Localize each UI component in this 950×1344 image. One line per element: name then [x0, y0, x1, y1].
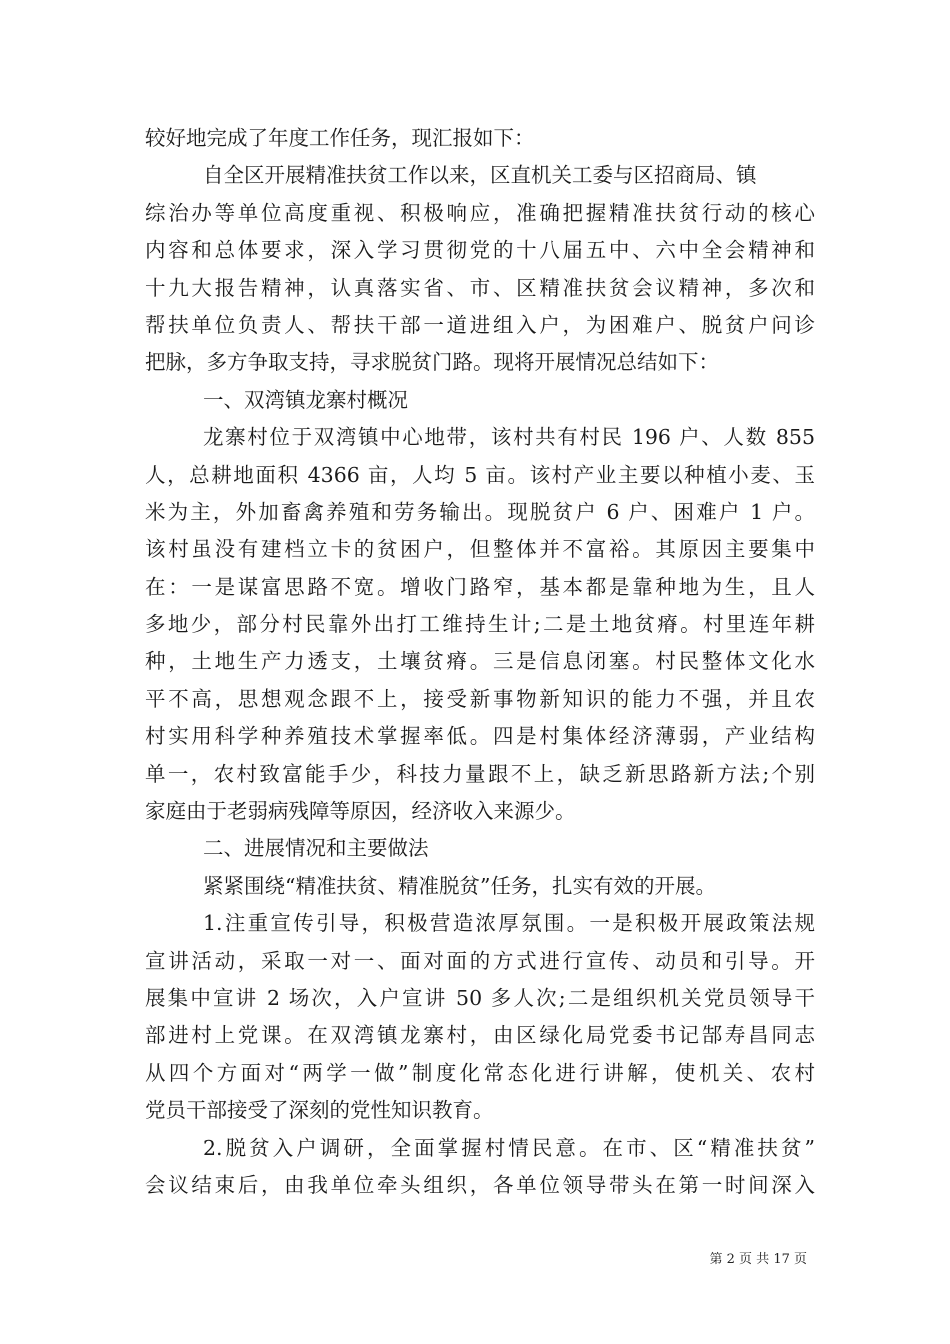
document-body	[145, 120, 815, 1204]
text-line: 2.脱贫入户调研，全面掌握村情民意。在市、区“精准扶贫”	[203, 1135, 815, 1160]
text-line: 多地少，部分村民靠外出打工维持生计;二是土地贫瘠。村里连年耕	[145, 612, 815, 637]
text-line: 党员干部接受了深刻的党性知识教育。	[145, 1098, 494, 1123]
section-heading: 一、双湾镇龙寨村概况	[203, 387, 408, 412]
text-line: 把脉，多方争取支持，寻求脱贫门路。现将开展情况总结如下：	[145, 350, 719, 375]
text-line: 该村虽没有建档立卡的贫困户，但整体并不富裕。其原因主要集中	[145, 537, 815, 562]
text-line: 帮扶单位负责人、帮扶干部一道进组入户，为困难户、脱贫户问诊	[145, 312, 815, 337]
text-line: 平不高，思想观念跟不上，接受新事物新知识的能力不强，并且农	[145, 686, 815, 711]
text-line: 十九大报告精神，认真落实省、市、区精准扶贫会议精神，多次和	[145, 275, 815, 300]
text-line: 部进村上党课。在双湾镇龙寨村，由区绿化局党委书记郜寿昌同志	[145, 1023, 815, 1048]
text-line: 内容和总体要求，深入学习贯彻党的十八届五中、六中全会精神和	[145, 238, 815, 263]
text-line: 会议结束后，由我单位牵头组织，各单位领导带头在第一时间深入	[145, 1172, 815, 1197]
text-line: 单一，农村致富能手少，科技力量跟不上，缺乏新思路新方法;个别	[145, 761, 815, 786]
text-line: 自全区开展精准扶贫工作以来，区直机关工委与区招商局、镇	[203, 163, 757, 188]
text-line: 紧紧围绕“精准扶贫、精准脱贫”任务，扎实有效的开展。	[203, 873, 716, 898]
text-line: 综治办等单位高度重视、积极响应，准确把握精准扶贫行动的核心	[145, 200, 815, 225]
text-line: 在：一是谋富思路不宽。增收门路窄，基本都是靠种地为生，且人	[145, 574, 815, 599]
text-line: 家庭由于老弱病残障等原因，经济收入来源少。	[145, 799, 576, 824]
text-line: 从四个方面对“两学一做”制度化常态化进行讲解，使机关、农村	[145, 1060, 815, 1085]
section-heading: 二、进展情况和主要做法	[203, 836, 429, 861]
page-number: 第 2 页 共 17 页	[709, 1252, 807, 1267]
text-line: 人，总耕地面积 4366 亩，人均 5 亩。该村产业主要以种植小麦、玉	[145, 462, 815, 487]
text-line: 1.注重宣传引导，积极营造浓厚氛围。一是积极开展政策法规	[203, 911, 815, 936]
text-line: 米为主，外加畜禽养殖和劳务输出。现脱贫户 6 户、困难户 1 户。	[145, 499, 815, 524]
text-line: 龙寨村位于双湾镇中心地带，该村共有村民 196 户、人数 855	[203, 425, 815, 450]
text-line: 种，土地生产力透支，土壤贫瘠。三是信息闭塞。村民整体文化水	[145, 649, 815, 674]
text-line: 较好地完成了年度工作任务，现汇报如下：	[145, 126, 535, 150]
text-line: 村实用科学种养殖技术掌握率低。四是村集体经济薄弱，产业结构	[145, 724, 815, 749]
text-line: 宣讲活动，采取一对一、面对面的方式进行宣传、动员和引导。开	[145, 948, 815, 973]
text-line: 展集中宣讲 2 场次，入户宣讲 50 多人次;二是组织机关党员领导干	[145, 985, 815, 1010]
